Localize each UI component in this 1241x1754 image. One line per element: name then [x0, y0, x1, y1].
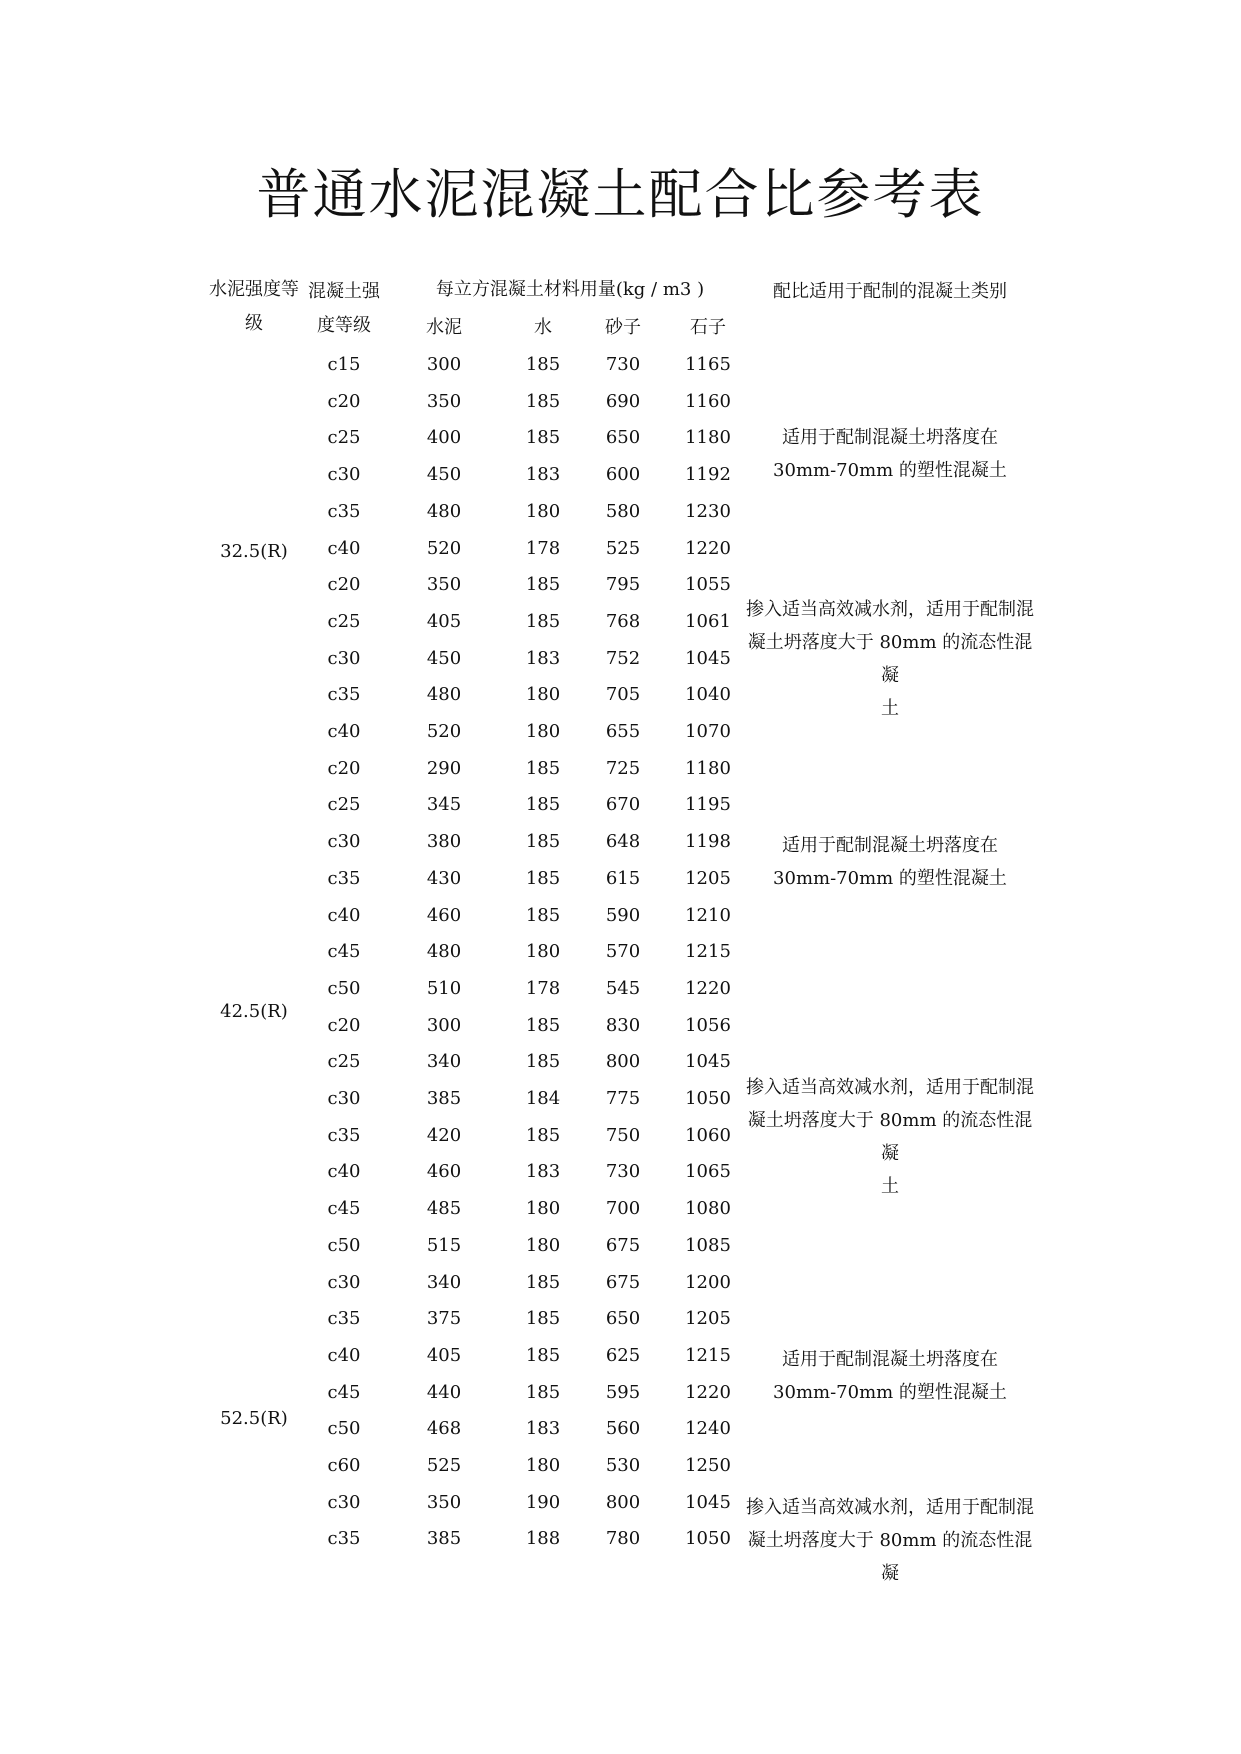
cell-stone: 1045 — [685, 1051, 731, 1072]
cell-concrete-grade: c25 — [327, 427, 361, 448]
cell-sand: 775 — [605, 1088, 641, 1109]
cell-stone: 1180 — [685, 427, 731, 448]
cell-sand: 700 — [605, 1198, 641, 1219]
cell-concrete-grade: c25 — [327, 1051, 361, 1072]
cell-concrete-grade: c40 — [327, 905, 361, 926]
cell-concrete-grade: c45 — [327, 1382, 361, 1403]
cell-water: 180 — [525, 721, 561, 742]
cell-sand: 648 — [605, 831, 641, 852]
cell-concrete-grade: c40 — [327, 1345, 361, 1366]
cell-stone: 1045 — [685, 1492, 731, 1513]
cell-concrete-grade: c35 — [327, 501, 361, 522]
cell-concrete-grade: c40 — [327, 721, 361, 742]
cell-water: 185 — [525, 574, 561, 595]
cell-water: 180 — [525, 501, 561, 522]
cell-stone: 1210 — [685, 905, 731, 926]
cell-sand: 752 — [605, 648, 641, 669]
cell-water: 185 — [525, 1051, 561, 1072]
header-cement-grade-line1: 水泥强度等 — [209, 279, 299, 300]
cell-concrete-grade: c35 — [327, 868, 361, 889]
cell-water: 185 — [525, 868, 561, 889]
cell-water: 184 — [525, 1088, 561, 1109]
cell-concrete-grade: c40 — [327, 1161, 361, 1182]
cell-stone: 1192 — [685, 464, 731, 485]
cell-sand: 795 — [605, 574, 641, 595]
cell-stone: 1040 — [685, 684, 731, 705]
cell-sand: 650 — [605, 427, 641, 448]
cell-sand: 545 — [605, 978, 641, 999]
cell-sand: 800 — [605, 1492, 641, 1513]
cell-cement: 480 — [426, 684, 462, 705]
cell-water: 180 — [525, 1235, 561, 1256]
cell-stone: 1056 — [685, 1015, 731, 1036]
cell-sand: 655 — [605, 721, 641, 742]
cell-stone: 1200 — [685, 1272, 731, 1293]
cell-cement: 300 — [426, 354, 462, 375]
cell-cement: 350 — [426, 574, 462, 595]
cell-stone: 1215 — [685, 941, 731, 962]
header-cement-grade-line2: 级 — [245, 313, 263, 334]
cell-stone: 1240 — [685, 1418, 731, 1439]
cell-cement: 450 — [426, 648, 462, 669]
cell-cement: 400 — [426, 427, 462, 448]
cell-cement: 300 — [426, 1015, 462, 1036]
cell-sand: 530 — [605, 1455, 641, 1476]
cell-sand: 705 — [605, 684, 641, 705]
cell-concrete-grade: c25 — [327, 611, 361, 632]
cell-water: 185 — [525, 354, 561, 375]
cell-stone: 1195 — [685, 794, 731, 815]
cell-stone: 1065 — [685, 1161, 731, 1182]
cell-stone: 1070 — [685, 721, 731, 742]
cell-stone: 1220 — [685, 1382, 731, 1403]
cell-sand: 830 — [605, 1015, 641, 1036]
cell-concrete-grade: c35 — [327, 684, 361, 705]
header-usage-category: 配比适用于配制的混凝土类别 — [773, 281, 1007, 302]
usage-note: 适用于配制混凝土坍落度在 30mm-70mm 的塑性混凝土 — [773, 835, 1007, 889]
header-concrete-grade-line2: 度等级 — [317, 315, 371, 336]
cell-concrete-grade: c50 — [327, 978, 361, 999]
usage-note: 适用于配制混凝土坍落度在 30mm-70mm 的塑性混凝土 — [773, 1349, 1007, 1403]
cell-concrete-grade: c35 — [327, 1308, 361, 1329]
header-stone: 石子 — [690, 317, 726, 338]
header-materials-group: 每立方混凝土材料用量(kg / m3 ) — [435, 279, 705, 300]
cell-water: 185 — [525, 831, 561, 852]
cell-cement: 468 — [426, 1418, 462, 1439]
cell-stone: 1220 — [685, 538, 731, 559]
usage-note: 掺入适当高效减水剂，适用于配制混 凝土坍落度大于 80mm 的流态性混凝 — [746, 1497, 1034, 1584]
cell-concrete-grade: c50 — [327, 1235, 361, 1256]
cell-sand: 725 — [605, 758, 641, 779]
cell-sand: 690 — [605, 391, 641, 412]
cell-sand: 800 — [605, 1051, 641, 1072]
cell-concrete-grade: c30 — [327, 1088, 361, 1109]
header-cement: 水泥 — [426, 317, 462, 338]
cell-sand: 670 — [605, 794, 641, 815]
cell-sand: 675 — [605, 1235, 641, 1256]
cell-sand: 570 — [605, 941, 641, 962]
cell-concrete-grade: c35 — [327, 1528, 361, 1549]
cell-cement: 520 — [426, 538, 462, 559]
cell-water: 178 — [525, 538, 561, 559]
usage-note: 掺入适当高效减水剂，适用于配制混 凝土坍落度大于 80mm 的流态性混凝 土 — [746, 599, 1034, 719]
usage-note: 掺入适当高效减水剂，适用于配制混 凝土坍落度大于 80mm 的流态性混凝 土 — [746, 1077, 1034, 1197]
cell-water: 180 — [525, 1198, 561, 1219]
cell-water: 185 — [525, 427, 561, 448]
cell-sand: 730 — [605, 354, 641, 375]
cell-concrete-grade: c50 — [327, 1418, 361, 1439]
cell-stone: 1198 — [685, 831, 731, 852]
cell-sand: 525 — [605, 538, 641, 559]
cell-water: 190 — [525, 1492, 561, 1513]
header-concrete-grade-line1: 混凝土强 — [308, 281, 380, 302]
cell-water: 185 — [525, 794, 561, 815]
cell-water: 185 — [525, 1345, 561, 1366]
cell-concrete-grade: c25 — [327, 794, 361, 815]
cell-sand: 675 — [605, 1272, 641, 1293]
cell-cement: 350 — [426, 391, 462, 412]
cell-stone: 1180 — [685, 758, 731, 779]
usage-note: 适用于配制混凝土坍落度在 30mm-70mm 的塑性混凝土 — [773, 427, 1007, 481]
cell-sand: 750 — [605, 1125, 641, 1146]
cement-grade-label: 42.5(R) — [220, 1001, 288, 1022]
cell-sand: 730 — [605, 1161, 641, 1182]
cell-water: 183 — [525, 1161, 561, 1182]
cell-concrete-grade: c45 — [327, 1198, 361, 1219]
cell-stone: 1215 — [685, 1345, 731, 1366]
cell-concrete-grade: c30 — [327, 831, 361, 852]
cell-stone: 1085 — [685, 1235, 731, 1256]
cell-water: 185 — [525, 1382, 561, 1403]
cell-cement: 385 — [426, 1528, 462, 1549]
cell-water: 185 — [525, 905, 561, 926]
cell-cement: 460 — [426, 905, 462, 926]
cell-stone: 1205 — [685, 868, 731, 889]
cell-sand: 650 — [605, 1308, 641, 1329]
cell-stone: 1055 — [685, 574, 731, 595]
cell-water: 183 — [525, 464, 561, 485]
cell-sand: 600 — [605, 464, 641, 485]
cell-stone: 1250 — [685, 1455, 731, 1476]
cell-cement: 405 — [426, 611, 462, 632]
cell-stone: 1080 — [685, 1198, 731, 1219]
cell-cement: 485 — [426, 1198, 462, 1219]
cell-concrete-grade: c30 — [327, 1272, 361, 1293]
cell-cement: 480 — [426, 941, 462, 962]
cell-water: 185 — [525, 1308, 561, 1329]
cell-stone: 1050 — [685, 1088, 731, 1109]
cell-concrete-grade: c20 — [327, 391, 361, 412]
cell-sand: 625 — [605, 1345, 641, 1366]
cell-water: 185 — [525, 758, 561, 779]
cell-water: 188 — [525, 1528, 561, 1549]
cell-sand: 780 — [605, 1528, 641, 1549]
cell-cement: 405 — [426, 1345, 462, 1366]
cell-stone: 1230 — [685, 501, 731, 522]
cell-cement: 430 — [426, 868, 462, 889]
cell-cement: 460 — [426, 1161, 462, 1182]
cell-concrete-grade: c30 — [327, 648, 361, 669]
cell-cement: 385 — [426, 1088, 462, 1109]
cell-cement: 520 — [426, 721, 462, 742]
cell-concrete-grade: c15 — [327, 354, 361, 375]
cell-sand: 768 — [605, 611, 641, 632]
cell-cement: 345 — [426, 794, 462, 815]
cell-water: 180 — [525, 1455, 561, 1476]
cell-stone: 1220 — [685, 978, 731, 999]
cell-concrete-grade: c30 — [327, 1492, 361, 1513]
cell-water: 180 — [525, 684, 561, 705]
cell-concrete-grade: c20 — [327, 574, 361, 595]
cell-stone: 1060 — [685, 1125, 731, 1146]
cell-water: 183 — [525, 1418, 561, 1439]
cell-water: 185 — [525, 1015, 561, 1036]
cell-concrete-grade: c35 — [327, 1125, 361, 1146]
page-title: 普通水泥混凝土配合比参考表 — [256, 163, 985, 226]
cell-cement: 290 — [426, 758, 462, 779]
cell-stone: 1205 — [685, 1308, 731, 1329]
cement-grade-label: 52.5(R) — [220, 1408, 288, 1429]
header-sand: 砂子 — [605, 317, 641, 338]
cell-cement: 510 — [426, 978, 462, 999]
cell-cement: 375 — [426, 1308, 462, 1329]
cell-water: 185 — [525, 611, 561, 632]
cell-cement: 380 — [426, 831, 462, 852]
cell-cement: 340 — [426, 1272, 462, 1293]
cell-cement: 440 — [426, 1382, 462, 1403]
cell-concrete-grade: c60 — [327, 1455, 361, 1476]
cell-water: 178 — [525, 978, 561, 999]
cell-concrete-grade: c20 — [327, 1015, 361, 1036]
cell-water: 180 — [525, 941, 561, 962]
header-water: 水 — [534, 317, 552, 338]
cell-sand: 615 — [605, 868, 641, 889]
cell-cement: 420 — [426, 1125, 462, 1146]
cell-cement: 480 — [426, 501, 462, 522]
cell-concrete-grade: c45 — [327, 941, 361, 962]
cell-sand: 560 — [605, 1418, 641, 1439]
cell-sand: 595 — [605, 1382, 641, 1403]
cell-stone: 1160 — [685, 391, 731, 412]
cell-cement: 340 — [426, 1051, 462, 1072]
cell-cement: 525 — [426, 1455, 462, 1476]
cell-cement: 515 — [426, 1235, 462, 1256]
cell-stone: 1165 — [685, 354, 731, 375]
cement-grade-label: 32.5(R) — [220, 541, 288, 562]
cell-water: 185 — [525, 391, 561, 412]
cell-water: 183 — [525, 648, 561, 669]
cell-sand: 580 — [605, 501, 641, 522]
cell-cement: 450 — [426, 464, 462, 485]
cell-stone: 1045 — [685, 648, 731, 669]
cell-water: 185 — [525, 1125, 561, 1146]
cell-water: 185 — [525, 1272, 561, 1293]
cell-concrete-grade: c30 — [327, 464, 361, 485]
cell-concrete-grade: c20 — [327, 758, 361, 779]
cell-cement: 350 — [426, 1492, 462, 1513]
cell-concrete-grade: c40 — [327, 538, 361, 559]
cell-stone: 1061 — [685, 611, 731, 632]
cell-stone: 1050 — [685, 1528, 731, 1549]
cell-sand: 590 — [605, 905, 641, 926]
